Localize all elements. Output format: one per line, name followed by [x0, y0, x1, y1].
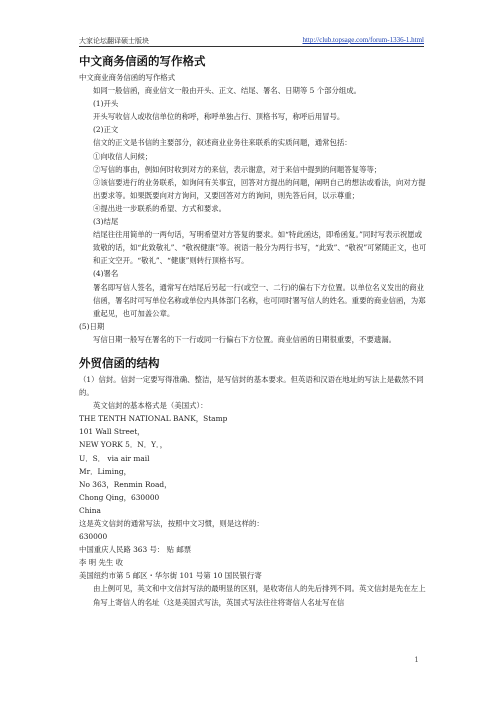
document-body	[79, 52, 427, 609]
envelope-format-intro: 英文信封的基本格式是（美国式）：	[93, 401, 208, 411]
section-title-foreign-trade-letters: 外贸信函的结构	[79, 355, 160, 370]
address-line-3: NEW YORK 5．N．Y．，	[79, 440, 168, 450]
page-number: 1	[414, 655, 419, 664]
list-item-1: ①向收信人问候；	[93, 151, 153, 161]
chinese-address-line-2: 中国重庆人民路 363 号： 贴 邮票	[79, 545, 192, 555]
address-line-4: U．S． via air mail	[79, 453, 150, 463]
intro-paragraph: 如同一般信函，商业信文一般由开头、正文、结尾、署名、日期等 5 个部分组成。	[93, 86, 362, 96]
address-line-7: Chong Qing，630000	[79, 492, 160, 502]
address-line-5: Mr．Liming，	[79, 466, 132, 476]
address-line-2: 101 Wall Street，	[79, 427, 145, 437]
address-line-8: China	[79, 505, 101, 515]
closing-text: 结尾往往用简单的一两句话，写明希望对方答复的要求。如“特此函达，即希函复。”同时写表示祝愿或致敬的话，如“此致敬礼”、“敬祝健康”等。祝语一般分为两行书写，“此致”、“敬祝”可紧随正文，也可和正文空开。“敬礼”、“健康”则转行顶格书写。	[93, 230, 427, 266]
opening-text: 开头写收信人或收信单位的称呼，称呼单独占行、顶格书写，称呼后用冒号。	[93, 112, 345, 122]
comparison-paragraph: 由上例可见，英文和中文信封写法的最明显的区别，是收寄信人的先后排列不同。英文信封是先在左上角写上寄信人的名址（这是美国式写法，英国式写法往往将寄信人名址写在信	[93, 584, 426, 607]
section-title-chinese-letters: 中文商务信函的写作格式	[79, 54, 206, 68]
page-header	[79, 34, 424, 47]
list-item-4: ④提出进一步联系的希望、方式和要求。	[93, 203, 227, 213]
body-text: 信文的正文是书信的主要部分，叙述商业业务往来联系的实质问题，通常包括：	[93, 138, 352, 148]
heading-closing: (3)结尾	[93, 217, 119, 227]
header-url-link[interactable]: http://club.topsage.com/forum-1336-1.html	[302, 36, 424, 44]
header-site-name: 大家论坛翻译硕士版块	[79, 37, 149, 45]
chinese-address-line-3: 李 明 先生 收	[79, 558, 124, 568]
envelope-paragraph: （1）信封。信封一定要写得准确、整洁，是写信封的基本要求。但英语和汉语在地址的写法上是截然不同的。	[79, 374, 424, 398]
heading-opening: (1)开头	[93, 99, 119, 109]
chinese-address-line-1: 630000	[79, 532, 108, 542]
address-line-6: No 363，Renmin Road，	[79, 479, 172, 489]
heading-date: (5)日期	[79, 321, 105, 331]
list-item-2: ②写信的事由，例如何时收到对方的来信，表示谢意，对于来信中提到的问题答复等等；	[93, 164, 382, 174]
heading-signature: (4)署名	[93, 269, 119, 279]
address-line-1: THE TENTH NATIONAL BANK，Stamp	[79, 414, 228, 424]
list-item-3: ③该信要进行的业务联系，如询问有关事宜，回答对方提出的问题，阐明自己的想法或看法，向对方提出要求等。如果既要向对方询问，又要回答对方的询问，则先答后问，以示尊重；	[93, 177, 426, 200]
heading-body: (2)正文	[93, 125, 119, 135]
subtitle: 中文商业商务信函的写作格式	[79, 73, 176, 82]
chinese-address-line-4: 美国纽约市第 5 邮区・华尔街 101 号第 10 国民银行寄	[79, 571, 262, 581]
date-text: 写信日期一般写在署名的下一行或同一行偏右下方位置。商业信函的日期很重要，不要遗漏。	[93, 334, 397, 344]
signature-text: 署名即写信人签名，通常写在结尾后另起一行(或空一、二行)的偏右下方位置。以单位名义发出的商业信函，署名时可写单位名称或单位内具体部门名称，也可同时署写信人的姓名。重要的商业信函，为郑重起见，也可加盖公章。	[93, 282, 426, 318]
chinese-format-intro: 这是英文信封的通常写法，按照中文习惯，则是这样的：	[79, 519, 264, 528]
